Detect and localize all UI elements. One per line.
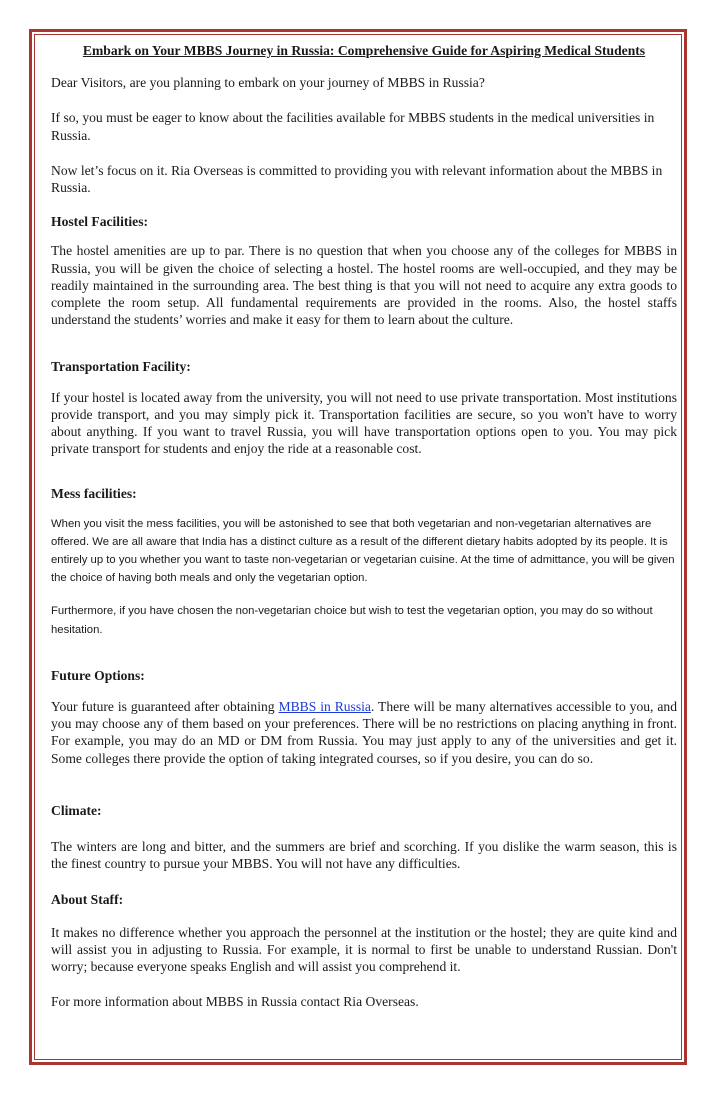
mbbs-in-russia-link[interactable]: MBBS in Russia — [278, 699, 371, 715]
mess-heading: Mess facilities: — [51, 486, 137, 502]
document-title: Embark on Your MBBS Journey in Russia: Comprehensive Guide for Aspiring Medical Students — [82, 43, 646, 58]
future-body-end: . There will be many alternatives accessible to you, and you may choose any of them based on your preferences. There will be no restrictions on placing anything in front. For example, you may do an MD or DM from Russia. You may just apply to any of the universities and get it. Some colleges there provide the option of taking integrated courses, so if you desire, you can do so. — [51, 699, 677, 766]
climate-heading: Climate: — [51, 802, 102, 818]
future-body — [51, 698, 677, 767]
future-heading: Future Options: — [51, 667, 145, 683]
hostel-body: The hostel amenities are up to par. There is no question that when you choose any of the colleges for MBBS in Russia, you will be given the choice of selecting a hostel. The hostel rooms are well-occupied, and they may be readily maintained in the surrounding area. The best thing is that you will not need to acquire any extra goods to complete the room setup. All fundamental requirements are provided in the rooms. Also, the hostel staffs understand the students’ worries and make it easy for them to learn about the culture. — [51, 243, 677, 328]
staff-heading: About Staff: — [51, 891, 124, 907]
mess-body-2: Furthermore, if you have chosen the non-vegetarian choice but wish to test the vegetarian option, you may do so without hesitation. — [51, 605, 653, 636]
intro-focus: Now let’s focus on it. Ria Overseas is committed to providing you with relevant information about the MBBS in Russia. — [51, 162, 663, 196]
transport-heading: Transportation Facility: — [51, 359, 191, 375]
climate-body: The winters are long and bitter, and the summers are brief and scorching. If you dislike the warm season, this is the finest country to pursue your MBBS. You will not have any difficulties. — [51, 839, 677, 872]
staff-body: It makes no difference whether you approach the personnel at the institution or the hostel; they are quite kind and will assist you in adjusting to Russia. For example, it is normal to first be unable to understand Russian. Don't worry; because everyone speaks English and will assist you comprehend it. — [51, 924, 677, 975]
intro-paragraph: If so, you must be eager to know about the facilities available for MBBS students in the medical universities in Russia. — [51, 110, 655, 143]
document-body — [51, 42, 677, 1011]
mess-body-1: When you visit the mess facilities, you will be astonished to see that both vegetarian and non-vegetarian alternatives are offered. We are all aware that India has a distinct culture as a result of the different dietary habits adopted by its people. It is entirely up to you whether you want to taste non-vegetarian or vegetarian cuisine. At the time of admittance, you will be given the choice of having both meals and only the vegetarian option. — [51, 517, 675, 585]
transport-body: If your hostel is located away from the university, you will not need to use private transportation. Most institutions provide transport, and you may simply pick it. Transportation facilities are secure, so you won't have to worry about anything. If you want to travel Russia, you will have transportation options open to you. You may pick private transport for students and enjoy the ride at a reasonable cost. — [51, 389, 677, 457]
intro-greeting: Dear Visitors, are you planning to embark on your journey of MBBS in Russia? — [51, 75, 485, 91]
future-body-start: Your future is guaranteed after obtaining — [51, 699, 279, 715]
closing-line: For more information about MBBS in Russia contact Ria Overseas. — [51, 994, 419, 1010]
hostel-heading: Hostel Facilities: — [51, 214, 149, 230]
